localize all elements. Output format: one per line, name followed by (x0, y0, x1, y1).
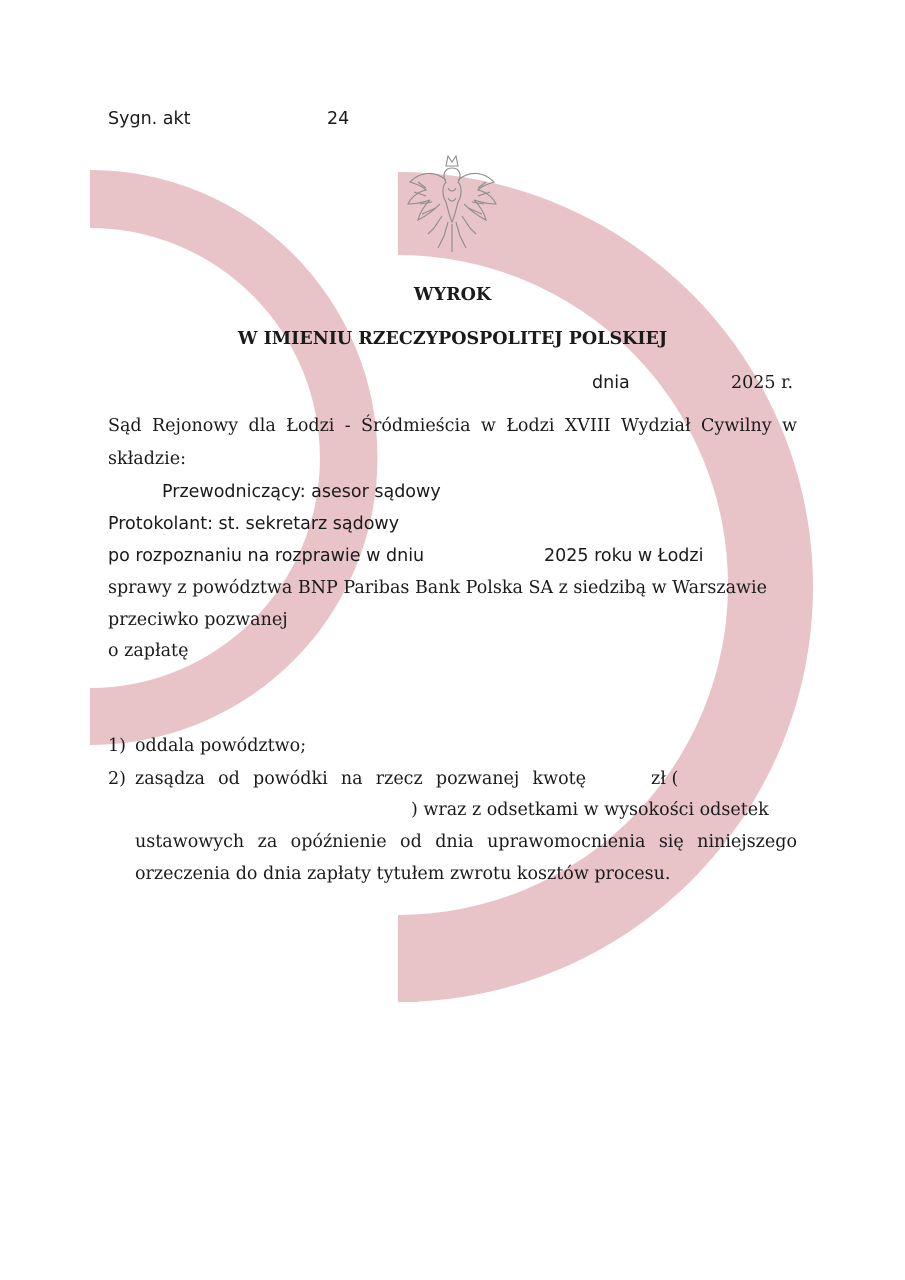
hearing-prefix: po rozpoznaniu na rozprawie w dniu (108, 546, 425, 566)
court-line-2: składzie: (108, 449, 186, 469)
court-line-1: Sąd Rejonowy dla Łodzi - Śródmieścia w Łodzi XVIII Wydział Cywilny w (108, 416, 797, 436)
signature-suffix: 24 (327, 109, 350, 129)
hearing-suffix: 2025 roku w Łodzi (544, 546, 704, 566)
document-title: WYROK (413, 285, 492, 305)
ruling-2-amount-label: zł ( (651, 769, 679, 789)
case-parties-line: sprawy z powództwa BNP Paribas Bank Polska SA z siedzibą w Warszawie (108, 578, 767, 598)
case-signature (108, 107, 191, 131)
clerk-line: Protokolant: st. sekretarz sądowy (108, 514, 400, 534)
signature-label: Sygn. akt (108, 109, 191, 129)
polish-eagle-emblem-icon (404, 152, 500, 256)
ruling-1-text: oddala powództwo; (135, 736, 307, 756)
ruling-1-number: 1) (108, 736, 126, 756)
ruling-2-number: 2) (108, 769, 126, 789)
ruling-2-line-1: zasądza od powódki na rzecz pozwanej kwotę (135, 769, 586, 789)
date-suffix: 2025 r. (731, 373, 794, 393)
document-subtitle: W IMIENIU RZECZYPOSPOLITEJ POLSKIEJ (237, 329, 668, 349)
ruling-2-line-2: ) wraz z odsetkami w wysokości odsetek (411, 800, 769, 820)
presiding-judge-line: Przewodniczący: asesor sądowy (162, 482, 441, 502)
case-subject: o zapłatę (108, 641, 189, 661)
defendant-line: przeciwko pozwanej (108, 610, 288, 630)
ruling-2-line-4: orzeczenia do dnia zapłaty tytułem zwrotu kosztów procesu. (135, 864, 671, 884)
ruling-2-line-3: ustawowych za opóźnienie od dnia uprawomocnienia się niniejszego (135, 832, 797, 852)
date-prefix: dnia (592, 373, 630, 393)
